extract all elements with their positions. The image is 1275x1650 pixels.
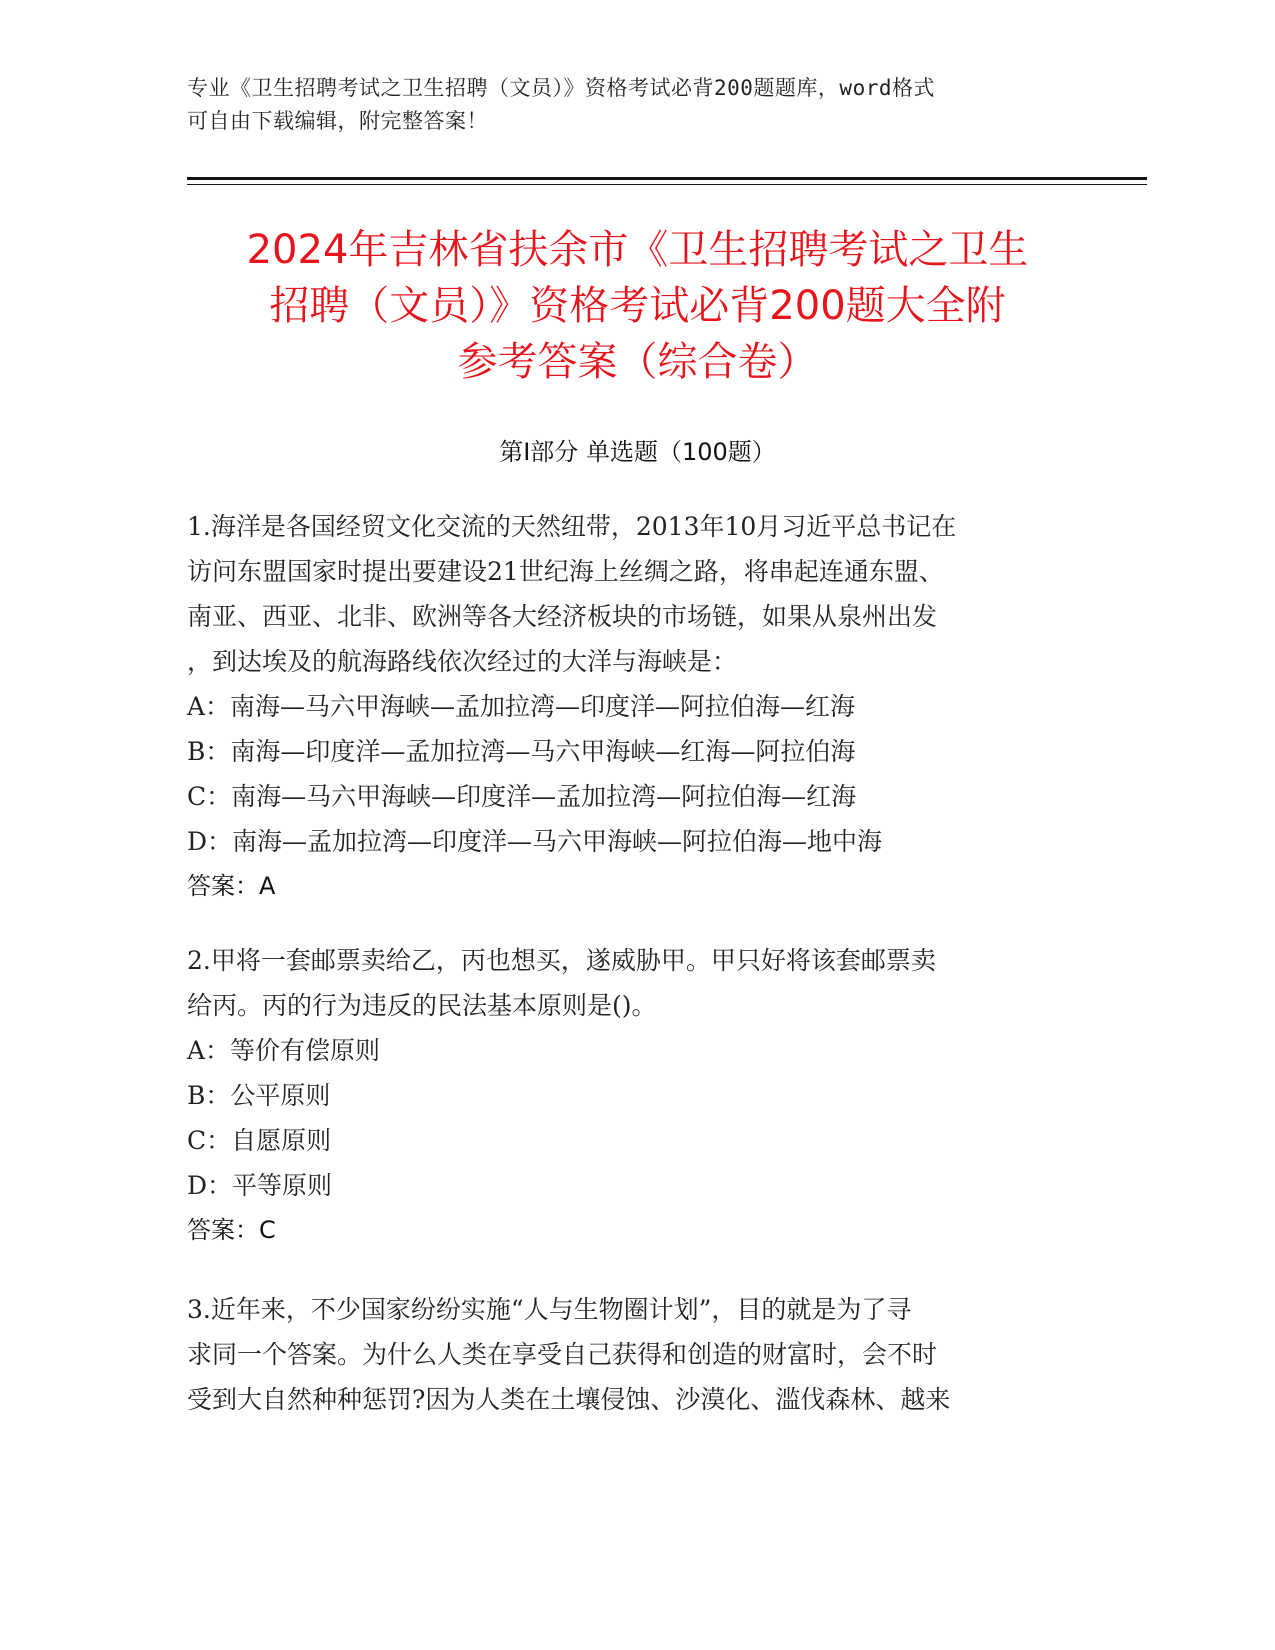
question-3	[187, 1287, 1097, 1422]
question-2	[187, 938, 1097, 1253]
option-d: D：南海—孟加拉湾—印度洋—马六甲海峡—阿拉伯海—地中海	[187, 827, 883, 856]
option-c: C：南海—马六甲海峡—印度洋—孟加拉湾—阿拉伯海—红海	[187, 782, 857, 811]
question-stem-line: 2.甲将一套邮票卖给乙，丙也想买，遂威胁甲。甲只好将该套邮票卖	[187, 946, 936, 975]
question-stem-line: 求同一个答案。为什么人类在享受自己获得和创造的财富时，会不时	[187, 1340, 938, 1369]
question-stem-line: ，到达埃及的航海路线依次经过的大洋与海峡是：	[187, 647, 738, 676]
question-stem-line: 南亚、西亚、北非、欧洲等各大经济板块的市场链，如果从泉州出发	[187, 602, 938, 631]
option-b: B：公平原则	[187, 1081, 331, 1110]
title-line: 2024年吉林省扶余市《卫生招聘考试之卫生	[246, 227, 1029, 273]
option-a: A：南海—马六甲海峡—孟加拉湾—印度洋—阿拉伯海—红海	[187, 692, 856, 721]
title-line: 招聘（文员）》资格考试必背200题大全附	[269, 283, 1006, 329]
answer: 答案：A	[187, 872, 276, 900]
option-a: A：等价有偿原则	[187, 1036, 381, 1065]
question-stem-line: 访问东盟国家时提出要建设21世纪海上丝绸之路，将串起连通东盟、	[187, 557, 944, 586]
section-heading: 第Ⅰ部分 单选题（100题）	[499, 438, 776, 466]
answer: 答案：C	[187, 1216, 276, 1244]
option-d: D：平等原则	[187, 1171, 333, 1200]
title-line: 参考答案（综合卷）	[457, 339, 818, 385]
header-note	[187, 72, 1087, 138]
header-note-line: 专业《卫生招聘考试之卫生招聘（文员）》资格考试必背200题题库，word格式	[187, 76, 935, 100]
document-title	[160, 222, 1115, 390]
question-stem-line: 3.近年来，不少国家纷纷实施“人与生物圈计划”，目的就是为了寻	[187, 1295, 912, 1324]
question-1	[187, 504, 1097, 909]
option-c: C：自愿原则	[187, 1126, 332, 1155]
header-note-line: 可自由下载编辑，附完整答案！	[187, 109, 488, 133]
question-stem-line: 给丙。丙的行为违反的民法基本原则是()。	[187, 991, 657, 1020]
question-stem-line: 1.海洋是各国经贸文化交流的天然纽带，2013年10月习近平总书记在	[187, 512, 957, 541]
header-divider-thick	[187, 177, 1147, 180]
option-b: B：南海—印度洋—孟加拉湾—马六甲海峡—红海—阿拉伯海	[187, 737, 856, 766]
question-stem-line: 受到大自然种种惩罚?因为人类在土壤侵蚀、沙漠化、滥伐森林、越来	[187, 1385, 951, 1414]
header-divider-thin	[187, 184, 1147, 185]
